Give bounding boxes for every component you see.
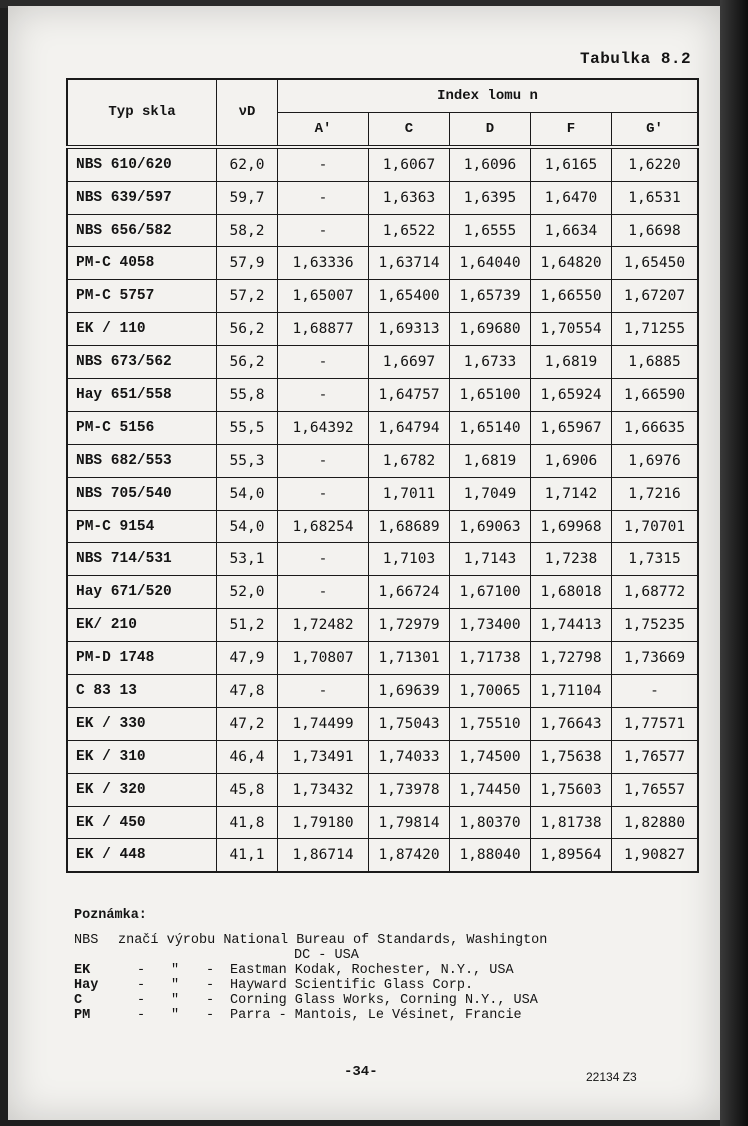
index-cell: 1,63714 (369, 247, 450, 280)
index-cell: - (278, 444, 369, 477)
note-items (74, 963, 674, 1023)
abbe-number-cell: 41,1 (217, 839, 278, 872)
note-item-dash2: - (205, 978, 215, 993)
index-cell: 1,6522 (369, 214, 450, 247)
index-cell: 1,72482 (278, 609, 369, 642)
note-item-dash2: - (205, 963, 215, 978)
glass-type-cell: EK / 310 (67, 740, 217, 773)
glass-type-cell: EK / 330 (67, 707, 217, 740)
glass-type-cell: EK / 110 (67, 313, 217, 346)
index-cell: 1,6555 (450, 214, 531, 247)
index-cell: 1,65400 (369, 280, 450, 313)
index-cell: 1,82880 (612, 806, 699, 839)
note-item-text: Corning Glass Works, Corning N.Y., USA (230, 993, 538, 1008)
document-page (8, 6, 720, 1120)
index-cell: 1,73491 (278, 740, 369, 773)
table-row (67, 477, 698, 510)
glass-type-cell: PM-C 5156 (67, 411, 217, 444)
abbe-number-cell: 51,2 (217, 609, 278, 642)
abbe-number-cell: 58,2 (217, 214, 278, 247)
abbe-number-cell: 52,0 (217, 576, 278, 609)
note-item-abbr: PM (74, 1008, 91, 1023)
index-cell: 1,87420 (369, 839, 450, 872)
note-item-dash1: - (136, 1008, 146, 1023)
table-row (67, 806, 698, 839)
index-cell: 1,6819 (450, 444, 531, 477)
abbe-number-cell: 57,2 (217, 280, 278, 313)
glass-type-cell: PM-C 9154 (67, 510, 217, 543)
index-cell: 1,90827 (612, 839, 699, 872)
glass-type-cell: Hay 651/558 (67, 379, 217, 412)
index-cell: 1,65924 (531, 379, 612, 412)
glass-type-cell: NBS 714/531 (67, 543, 217, 576)
note-item-ditto: " (170, 1008, 180, 1023)
index-cell: 1,88040 (450, 839, 531, 872)
index-cell: 1,76577 (612, 740, 699, 773)
abbe-number-cell: 45,8 (217, 773, 278, 806)
table-row (67, 675, 698, 708)
index-cell: 1,89564 (531, 839, 612, 872)
header-line-3: D (450, 112, 531, 146)
index-cell: 1,69639 (369, 675, 450, 708)
header-line-2: C (369, 112, 450, 146)
table-body (67, 147, 698, 873)
abbe-number-cell: 56,2 (217, 313, 278, 346)
index-cell: - (278, 147, 369, 181)
index-cell: 1,80370 (450, 806, 531, 839)
table-row (67, 444, 698, 477)
table-row (67, 773, 698, 806)
index-cell: 1,75603 (531, 773, 612, 806)
document-code: 22134 Z3 (586, 1070, 637, 1084)
index-cell: 1,77571 (612, 707, 699, 740)
abbe-number-cell: 41,8 (217, 806, 278, 839)
note-lead-abbr: NBS (74, 933, 99, 948)
index-cell: 1,65967 (531, 411, 612, 444)
table-row (67, 543, 698, 576)
index-cell: 1,70554 (531, 313, 612, 346)
index-cell: 1,74450 (450, 773, 531, 806)
index-cell: 1,79180 (278, 806, 369, 839)
index-cell: 1,6885 (612, 346, 699, 379)
index-cell: 1,6634 (531, 214, 612, 247)
index-cell: 1,76557 (612, 773, 699, 806)
note-item-text: Parra - Mantois, Le Vésinet, Francie (230, 1008, 522, 1023)
index-cell: 1,73400 (450, 609, 531, 642)
index-cell: 1,74033 (369, 740, 450, 773)
index-cell: 1,70701 (612, 510, 699, 543)
glass-type-cell: EK / 320 (67, 773, 217, 806)
index-cell: 1,63336 (278, 247, 369, 280)
index-cell: 1,7143 (450, 543, 531, 576)
glass-type-cell: NBS 639/597 (67, 181, 217, 214)
index-cell: - (278, 379, 369, 412)
abbe-number-cell: 53,1 (217, 543, 278, 576)
index-cell: 1,69968 (531, 510, 612, 543)
note-item-ditto: " (170, 963, 180, 978)
index-cell: 1,66724 (369, 576, 450, 609)
notes-section (74, 908, 674, 1023)
index-cell: 1,64392 (278, 411, 369, 444)
table-row (67, 346, 698, 379)
index-cell: - (278, 477, 369, 510)
abbe-number-cell: 55,5 (217, 411, 278, 444)
index-cell: 1,6733 (450, 346, 531, 379)
note-lead (74, 933, 674, 948)
note-item (74, 978, 674, 993)
index-cell: 1,66550 (531, 280, 612, 313)
index-cell: 1,70807 (278, 642, 369, 675)
index-cell: 1,74500 (450, 740, 531, 773)
index-cell: 1,69680 (450, 313, 531, 346)
index-cell: 1,68877 (278, 313, 369, 346)
index-cell: 1,65100 (450, 379, 531, 412)
glass-type-cell: Hay 671/520 (67, 576, 217, 609)
table-row (67, 510, 698, 543)
table-row (67, 642, 698, 675)
note-item-abbr: Hay (74, 978, 99, 993)
index-cell: 1,71301 (369, 642, 450, 675)
index-cell: 1,6819 (531, 346, 612, 379)
abbe-number-cell: 62,0 (217, 147, 278, 181)
index-cell: 1,79814 (369, 806, 450, 839)
index-cell: 1,71104 (531, 675, 612, 708)
index-cell: 1,67100 (450, 576, 531, 609)
index-cell: 1,74413 (531, 609, 612, 642)
table-row (67, 740, 698, 773)
table-row (67, 707, 698, 740)
index-cell: 1,7216 (612, 477, 699, 510)
note-item-dash1: - (136, 978, 146, 993)
index-cell: 1,68772 (612, 576, 699, 609)
header-line-5: G' (612, 112, 699, 146)
index-cell: 1,86714 (278, 839, 369, 872)
abbe-number-cell: 57,9 (217, 247, 278, 280)
index-cell: 1,73432 (278, 773, 369, 806)
glass-type-cell: PM-D 1748 (67, 642, 217, 675)
index-cell: 1,65140 (450, 411, 531, 444)
table-row (67, 609, 698, 642)
note-item (74, 993, 674, 1008)
page-number: -34- (344, 1064, 378, 1080)
index-cell: 1,73669 (612, 642, 699, 675)
index-cell: - (278, 576, 369, 609)
index-cell: - (278, 543, 369, 576)
index-cell: 1,75235 (612, 609, 699, 642)
note-item-dash2: - (205, 1008, 215, 1023)
index-cell: 1,66590 (612, 379, 699, 412)
header-refractive-index: Index lomu n (278, 79, 699, 112)
abbe-number-cell: 54,0 (217, 477, 278, 510)
table-row (67, 411, 698, 444)
index-cell: 1,72979 (369, 609, 450, 642)
glass-type-cell: EK / 448 (67, 839, 217, 872)
index-cell: 1,74499 (278, 707, 369, 740)
note-item (74, 1008, 674, 1023)
index-cell: 1,7315 (612, 543, 699, 576)
index-cell: - (278, 181, 369, 214)
note-lead-cont: DC - USA (294, 948, 359, 963)
scan-right-shadow (720, 0, 748, 1126)
abbe-number-cell: 47,9 (217, 642, 278, 675)
index-cell: 1,6096 (450, 147, 531, 181)
index-cell: 1,75043 (369, 707, 450, 740)
header-glass-type: Typ skla (67, 79, 217, 147)
index-cell: 1,68689 (369, 510, 450, 543)
note-item-ditto: " (170, 978, 180, 993)
index-cell: 1,6363 (369, 181, 450, 214)
index-cell: 1,76643 (531, 707, 612, 740)
note-item-dash2: - (205, 993, 215, 1008)
note-item-text: Eastman Kodak, Rochester, N.Y., USA (230, 963, 514, 978)
index-cell: 1,73978 (369, 773, 450, 806)
index-cell: 1,75638 (531, 740, 612, 773)
table-caption: Tabulka 8.2 (580, 50, 692, 68)
index-cell: 1,81738 (531, 806, 612, 839)
index-cell: 1,6782 (369, 444, 450, 477)
glass-type-cell: NBS 705/540 (67, 477, 217, 510)
abbe-number-cell: 55,3 (217, 444, 278, 477)
abbe-number-cell: 56,2 (217, 346, 278, 379)
index-cell: 1,6067 (369, 147, 450, 181)
index-cell: 1,68254 (278, 510, 369, 543)
table-row (67, 181, 698, 214)
table-row (67, 576, 698, 609)
index-cell: 1,65007 (278, 280, 369, 313)
table-row (67, 214, 698, 247)
table-row (67, 147, 698, 181)
index-cell: - (278, 675, 369, 708)
note-item (74, 963, 674, 978)
index-cell: 1,6976 (612, 444, 699, 477)
index-cell: 1,6470 (531, 181, 612, 214)
glass-type-cell: C 83 13 (67, 675, 217, 708)
notes-heading: Poznámka: (74, 908, 147, 923)
index-cell: 1,64757 (369, 379, 450, 412)
glass-type-cell: EK / 450 (67, 806, 217, 839)
header-line-4: F (531, 112, 612, 146)
index-cell: 1,75510 (450, 707, 531, 740)
index-cell: 1,6697 (369, 346, 450, 379)
header-line-1: A' (278, 112, 369, 146)
table-row (67, 839, 698, 872)
table-row (67, 379, 698, 412)
index-cell: 1,64794 (369, 411, 450, 444)
index-cell: 1,7049 (450, 477, 531, 510)
index-cell: 1,66635 (612, 411, 699, 444)
index-cell: - (612, 675, 699, 708)
abbe-number-cell: 47,8 (217, 675, 278, 708)
abbe-number-cell: 55,8 (217, 379, 278, 412)
glass-type-cell: NBS 610/620 (67, 147, 217, 181)
index-cell: 1,65450 (612, 247, 699, 280)
note-lead-text: značí výrobu National Bureau of Standards, Washington (118, 933, 548, 948)
glass-type-cell: NBS 656/582 (67, 214, 217, 247)
table-row (67, 313, 698, 346)
abbe-number-cell: 46,4 (217, 740, 278, 773)
glass-type-cell: EK/ 210 (67, 609, 217, 642)
note-item-abbr: EK (74, 963, 91, 978)
index-cell: 1,6531 (612, 181, 699, 214)
glass-type-cell: PM-C 4058 (67, 247, 217, 280)
index-cell: 1,7142 (531, 477, 612, 510)
index-cell: 1,6906 (531, 444, 612, 477)
index-cell: 1,69313 (369, 313, 450, 346)
index-cell: 1,64040 (450, 247, 531, 280)
note-item-abbr: C (74, 993, 83, 1008)
index-cell: 1,7103 (369, 543, 450, 576)
index-cell: 1,7011 (369, 477, 450, 510)
index-cell: 1,6395 (450, 181, 531, 214)
index-cell: 1,6165 (531, 147, 612, 181)
index-cell: - (278, 346, 369, 379)
abbe-number-cell: 59,7 (217, 181, 278, 214)
glass-type-cell: NBS 682/553 (67, 444, 217, 477)
index-cell: 1,65739 (450, 280, 531, 313)
note-item-text: Hayward Scientific Glass Corp. (230, 978, 474, 993)
index-cell: 1,72798 (531, 642, 612, 675)
table-row (67, 247, 698, 280)
index-cell: 1,6220 (612, 147, 699, 181)
glass-type-cell: NBS 673/562 (67, 346, 217, 379)
note-item-dash1: - (136, 993, 146, 1008)
table-row (67, 280, 698, 313)
index-cell: 1,71738 (450, 642, 531, 675)
header-abbe-number: νD (217, 79, 278, 147)
index-cell: 1,69063 (450, 510, 531, 543)
index-cell: 1,67207 (612, 280, 699, 313)
index-cell: 1,7238 (531, 543, 612, 576)
note-item-ditto: " (170, 993, 180, 1008)
abbe-number-cell: 47,2 (217, 707, 278, 740)
note-lead-cont-row (74, 948, 674, 963)
index-cell: 1,68018 (531, 576, 612, 609)
note-item-dash1: - (136, 963, 146, 978)
abbe-number-cell: 54,0 (217, 510, 278, 543)
index-cell: 1,71255 (612, 313, 699, 346)
refractive-index-table (66, 78, 699, 873)
index-cell: 1,70065 (450, 675, 531, 708)
index-cell: - (278, 214, 369, 247)
glass-type-cell: PM-C 5757 (67, 280, 217, 313)
index-cell: 1,64820 (531, 247, 612, 280)
index-cell: 1,6698 (612, 214, 699, 247)
